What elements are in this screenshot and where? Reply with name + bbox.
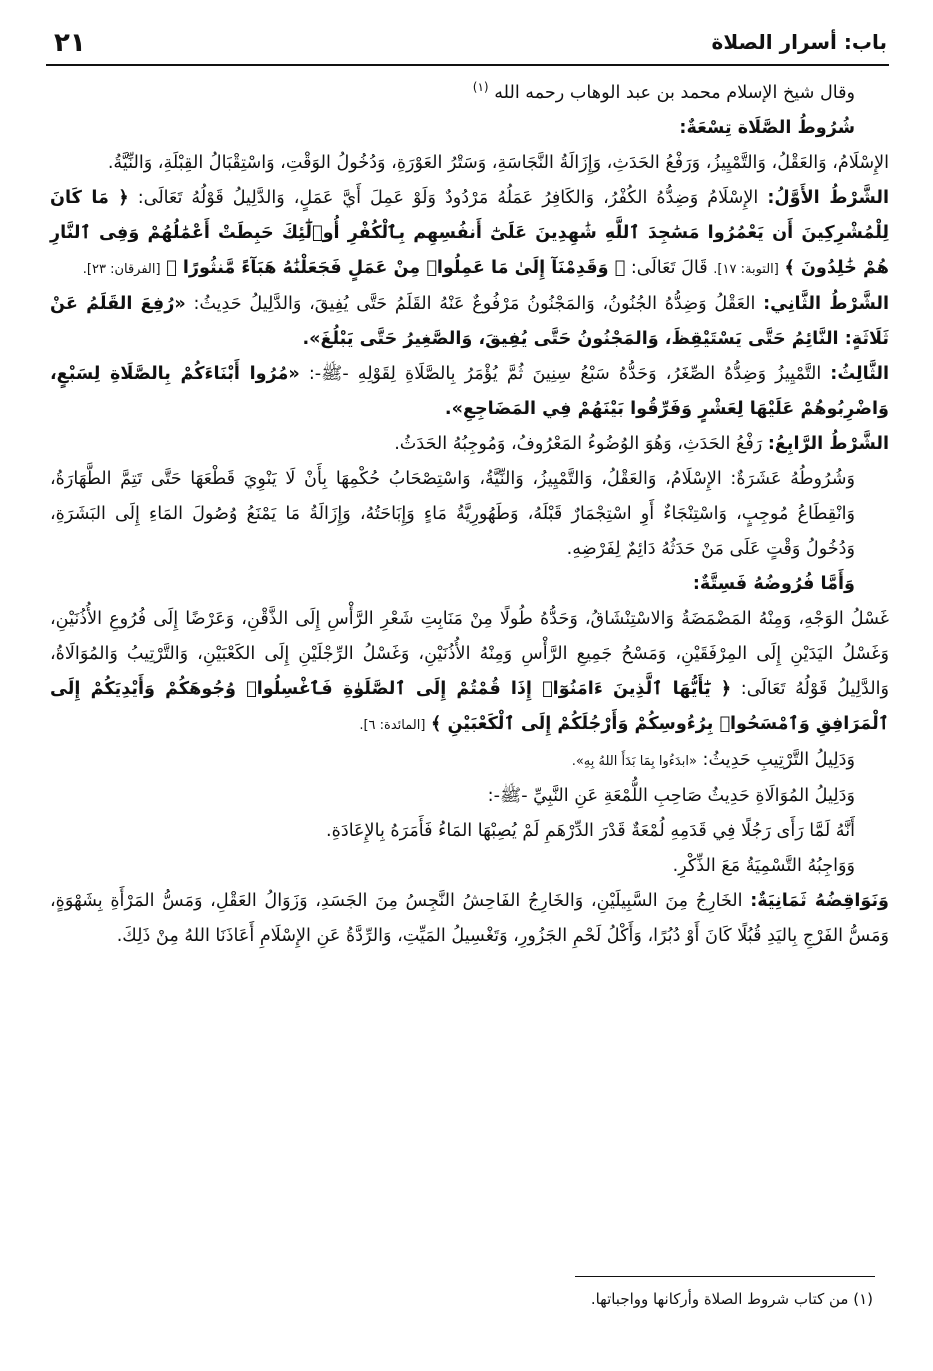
tartib-text: وَدَلِيلُ التَّرْتِيبِ حَدِيثُ: [702,749,855,770]
shurut-heading: شُرُوطُ الصَّلَاة تِسْعَةٌ: [679,117,855,138]
hadith-raf-al-qalam: «رُفِعَ القَلَمُ عَنْ ثَلَاثَةٍ: النَّائِمُ حَتَّى يَسْتَيْقِظَ، وَالمَجْنُونُ حَتَّى يُفِيقَ، وَالصَّغِيرُ حَتَّى يَبْلُغَ». [50,293,889,349]
muwalat-paragraph: وَدَلِيلُ المُوَالَاةِ حَدِيثُ صَاحِبِ اللُّمْعَةِ عَنِ النَّبِيِّ -ﷺ-: [487,785,855,806]
hadith-muru-abna: «مُرُوا أَبْنَاءَكُمْ بِالصَّلَاةِ لِسَبْعٍ، وَاضْرِبُوهُمْ عَلَيْهَا لِعَشْرٍ وَفَرِّقُوا بَيْنَهُمْ فِي المَضَاجِعِ». [50,363,889,419]
citation-maidah: [المائدة: ٦]. [359,717,426,733]
third-condition-text: التَّمْيِيزُ وَضِدُّهُ الصِّغَرُ، وَحَدُّهُ سَبْعُ سِنِينَ ثُمَّ يُؤْمَرُ بِالصَّلَاةِ لِقَوْلِهِ -ﷺ-: [308,363,822,384]
footnote-divider [575,1276,875,1277]
connector-text: قَالَ تَعَالَى: [630,257,708,278]
footnote: (١) من كتاب شروط الصلاة وأركانها وواجباتها. [590,1290,873,1308]
second-condition-paragraph [50,287,889,357]
chapter-title: باب: أسرار الصلاة [711,30,887,54]
hadith-ibdaoo: «ابدَءُوا بِمَا بَدَأَ اللهُ بِهِ». [571,753,697,769]
quran-verse-furqan: ﴿ وَقَدِمْنَآ إِلَىٰ مَا عَمِلُوا۟ مِنْ عَمَلٍ فَجَعَلْنَٰهُ هَبَآءً مَّنثُورًا ﴾ [166,257,626,278]
intro-paragraph [50,70,889,111]
nawaqid-text: الخَارِجُ مِنَ السَّبِيلَيْنِ، وَالخَارِجُ الفَاحِشُ النَّجِسُ مِنَ الجَسَدِ، وَزَوَالُ العَقْلِ، وَمَسُّ المَرْأَةِ بِشَهْوَةٍ، وَمَسُّ الفَرْجِ بِاليَدِ قُبُلًا كَانَ أَوْ دُبُرًا، وَأَكْلُ لَحْمِ الجَزُورِ، وَتَغْسِيلُ المَيِّتِ، وَالرِّدَّةُ عَنِ الإِسْلَامِ أَعَاذَنَا اللهُ مِنْ ذَلِكَ. [50,890,889,946]
third-condition-label: الثَّالِثُ: [830,363,889,384]
citation-furqan: [الفرقان: ٢٣]. [82,261,161,277]
nawaqid-label: وَنَوَاقِضُهُ ثَمَانِيَةٌ: [750,890,889,911]
quran-verse-tawbah: ﴿ مَا كَانَ لِلْمُشْرِكِينَ أَن يَعْمُرُوا مَسَٰجِدَ ٱللَّهِ شَٰهِدِينَ عَلَىٰٓ أَنفُسِهِم بِٱلْكُفْرِ أُو۟لَٰٓئِكَ حَبِطَتْ أَعْمَٰلُهُمْ وَفِى ٱلنَّارِ هُمْ خَٰلِدُونَ ﴾ [50,187,889,278]
nawaqid-paragraph [50,884,889,954]
wudu-conditions-paragraph: وَشُرُوطُهُ عَشَرَةٌ: الإِسْلَامُ، وَالعَقْلُ، وَالتَّمْيِيزُ، وَالنِّيَّةُ، وَاسْتِصْحَابُ حُكْمِهَا بِأَنْ لَا يَنْوِيَ قَطْعَهَا حَتَّى تَتِمَّ الطَّهَارَةُ، وَانْقِطَاعُ مُوجِبٍ، وَاسْتِنْجَاءٌ أَوِ اسْتِجْمَارٌ قَبْلَهُ، وَطَهُورِيَّةُ مَاءٍ وَإِبَاحَتُهُ، وَإِزَالَةُ مَا يَمْنَعُ وُصُولَ المَاءِ إِلَى البَشَرَةِ، وَدُخُولُ وَقْتٍ عَلَى مَنْ حَدَثُهُ دَائِمٌ لِفَرْضِهِ. [50,468,855,559]
tasmiya-paragraph: وَوَاجِبُهُ التَّسْمِيَةُ مَعَ الذِّكْرِ. [672,855,855,876]
main-text [50,70,889,954]
furud-text: غَسْلُ الوَجْهِ، وَمِنْهُ المَضْمَضَةُ وَالاسْتِنْشَاقُ، وَحَدُّهُ طُولًا مِنْ مَنَابِتِ شَعْرِ الرَّأْسِ إِلَى الذَّقْنِ، وَعَرْضًا إِلَى فُرُوعِ الأُذُنَيْنِ، وَغَسْلُ اليَدَيْنِ إِلَى المِرْفَقَيْنِ، وَمَسْحُ جَمِيعِ الرَّأْسِ وَمِنْهُ الأُذُنَيْنِ، وَغَسْلُ الرِّجْلَيْنِ إِلَى الكَعْبَيْنِ، وَالتَّرْتِيبُ وَالمُوَالَاةُ، وَالدَّلِيلُ قَوْلُهُ تَعَالَى: [50,608,889,699]
running-header [46,28,889,66]
furud-paragraph [50,602,889,743]
quran-verse-maidah: ﴿ يَٰٓأَيُّهَا ٱلَّذِينَ ءَامَنُوٓا۟ إِذَا قُمْتُمْ إِلَى ٱلصَّلَوٰةِ فَٱغْسِلُوا۟ وُجُوهَكُمْ وَأَيْدِيَكُمْ إِلَى ٱلْمَرَافِقِ وَٱمْسَحُوا۟ بِرُءُوسِكُمْ وَأَرْجُلَكُمْ إِلَى ٱلْكَعْبَيْنِ ﴾ [50,678,889,734]
furud-heading: وَأَمَّا فُرُوضُهُ فَسِتَّةٌ: [692,573,855,594]
tartib-paragraph [50,743,889,779]
first-condition-paragraph [50,181,889,287]
shurut-list: الإِسْلَامُ، وَالعَقْلُ، وَالتَّمْيِيزُ، وَرَفْعُ الحَدَثِ، وَإِزَالَةُ النَّجَاسَةِ، وَسَتْرُ العَوْرَةِ، وَدُخُولُ الوَقْتِ، وَاسْتِقْبَالُ القِبْلَةِ، وَالنِّيَّةُ. [107,152,889,173]
lumah-paragraph: أَنَّهُ لَمَّا رَأَى رَجُلًا فِي قَدَمِهِ لُمْعَةٌ قَدْرَ الدِّرْهَمِ لَمْ يُصِبْهَا المَاءُ فَأَمَرَهُ بِالإِعَادَةِ. [326,820,855,841]
fourth-condition-label: الشَّرْطُ الرَّابِعُ: [767,433,889,454]
first-condition-label: الشَّرْطُ الأَوَّلُ: [767,187,889,208]
third-condition-paragraph [50,357,889,427]
first-condition-text: الإِسْلَامُ وَضِدُّهُ الكُفْرُ، وَالكَافِرُ عَمَلُهُ مَرْدُودٌ وَلَوْ عَمِلَ أَيَّ عَمَلٍ، وَالدَّلِيلُ قَوْلُهُ تَعَالَى: [137,187,759,208]
page-number: ٢١ [54,28,86,58]
second-condition-text: العَقْلُ وَضِدُّهُ الجُنُونُ، وَالمَجْنُونُ مَرْفُوعٌ عَنْهُ القَلَمُ حَتَّى يُفِيقَ، وَالدَّلِيلُ حَدِيثُ: [193,293,756,314]
footnote-ref: (١) [472,80,489,94]
fourth-condition-text: رَفْعُ الحَدَثِ، وَهُوَ الوُضُوءُ المَعْرُوفُ، وَمُوجِبُهُ الحَدَثُ. [394,433,763,454]
second-condition-label: الشَّرْطُ الثَّانِي: [763,293,890,314]
citation-tawbah: [التوبة: ١٧]. [713,261,779,277]
intro-text: وقال شيخ الإسلام محمد بن عبد الوهاب رحمه الله [494,82,855,103]
fourth-condition-paragraph [50,427,889,462]
